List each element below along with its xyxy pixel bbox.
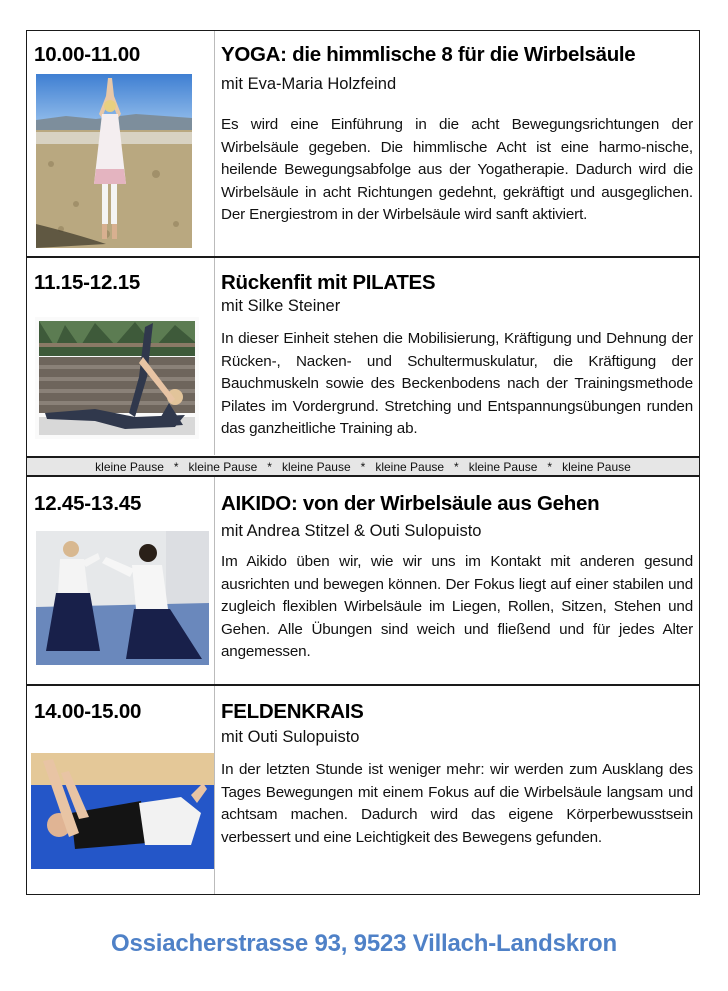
session-title: FELDENKRAIS [221,700,364,723]
teacher-name: mit Andrea Stitzel & Outi Sulopuisto [221,522,482,540]
teacher-name: mit Outi Sulopuisto [221,728,360,746]
pilates-image [35,317,199,439]
schedule-row-aikido [27,476,699,685]
aikido-photo [36,531,209,665]
pause-banner: kleine Pause * kleine Pause * kleine Pause * kleine Pause * kleine Pause * kleine Pause [27,458,699,476]
session-description: In dieser Einheit stehen die Mobilisierung, Kräftigung und Dehnung der Rücken-, Nacken- und Schultermuskulatur, die Kräftigung der Bauchmuskeln sowie des Beckenbodens nach der Trainingsmethode Pilates im Vordergrund. Stretching und Entspannungsübungen runden das ganzheitliche Training ab. [221,330,693,437]
schedule-table [26,30,700,895]
yoga-image [36,74,192,248]
schedule-row-yoga [27,31,699,256]
schedule-row-pilates [27,257,699,456]
yoga-photo [36,74,192,248]
time-slot: 12.45-13.45 [34,492,142,515]
session-description: Es wird eine Einführung in die acht Bewegungsrichtungen der Wirbelsäule gegeben. Die himmlische Acht ist eine harmo-nische, heilende Bewegungsabfolge aus der Yogatherapie. Dadurch wird die Wirbelsäule in acht Richtungen gedehnt, gekräftigt und ausgeglichen. Der Energiestrom in der Wirbelsäule wird sanft aktiviert. [221,116,693,223]
time-slot: 14.00-15.00 [34,700,142,723]
session-description: In der letzten Stunde ist weniger mehr: wir werden zum Ausklang des Tages Bewegungen mit einem Fokus auf die Wirbelsäule langsam und achtsam machen. Dadurch wird das eigene Körperbewusstsein verbessert und eine Leichtigkeit des Bewegens gefunden. [221,761,693,846]
pilates-photo [35,317,199,439]
session-title: YOGA: die himmlische 8 für die Wirbelsäule [221,43,636,66]
time-slot: 10.00-11.00 [34,43,141,66]
schedule-row-feldenkrais [27,685,699,894]
session-title: AIKIDO: von der Wirbelsäule aus Gehen [221,492,600,515]
aikido-image [36,531,209,665]
session-description: Im Aikido üben wir, wie wir uns im Kontakt mit anderen gesund ausrichten und bewegen können. Der Fokus liegt auf einer stabilen und zugleich flexiblen Wirbelsäule im Liegen, Rollen, Sitzen, Stehen und Gehen. Alle Übungen sind weich und fließend und für jedes Alter angemessen. [221,553,693,660]
feldenkrais-photo [31,753,214,869]
teacher-name: mit Eva-Maria Holzfeind [221,75,397,93]
teacher-name: mit Silke Steiner [221,297,341,315]
time-slot: 11.15-12.15 [34,271,141,294]
feldenkrais-image [31,753,214,869]
venue-address: Ossiacherstrasse 93, 9523 Villach-Landskron [111,930,617,957]
session-title: Rückenfit mit PILATES [221,271,436,294]
